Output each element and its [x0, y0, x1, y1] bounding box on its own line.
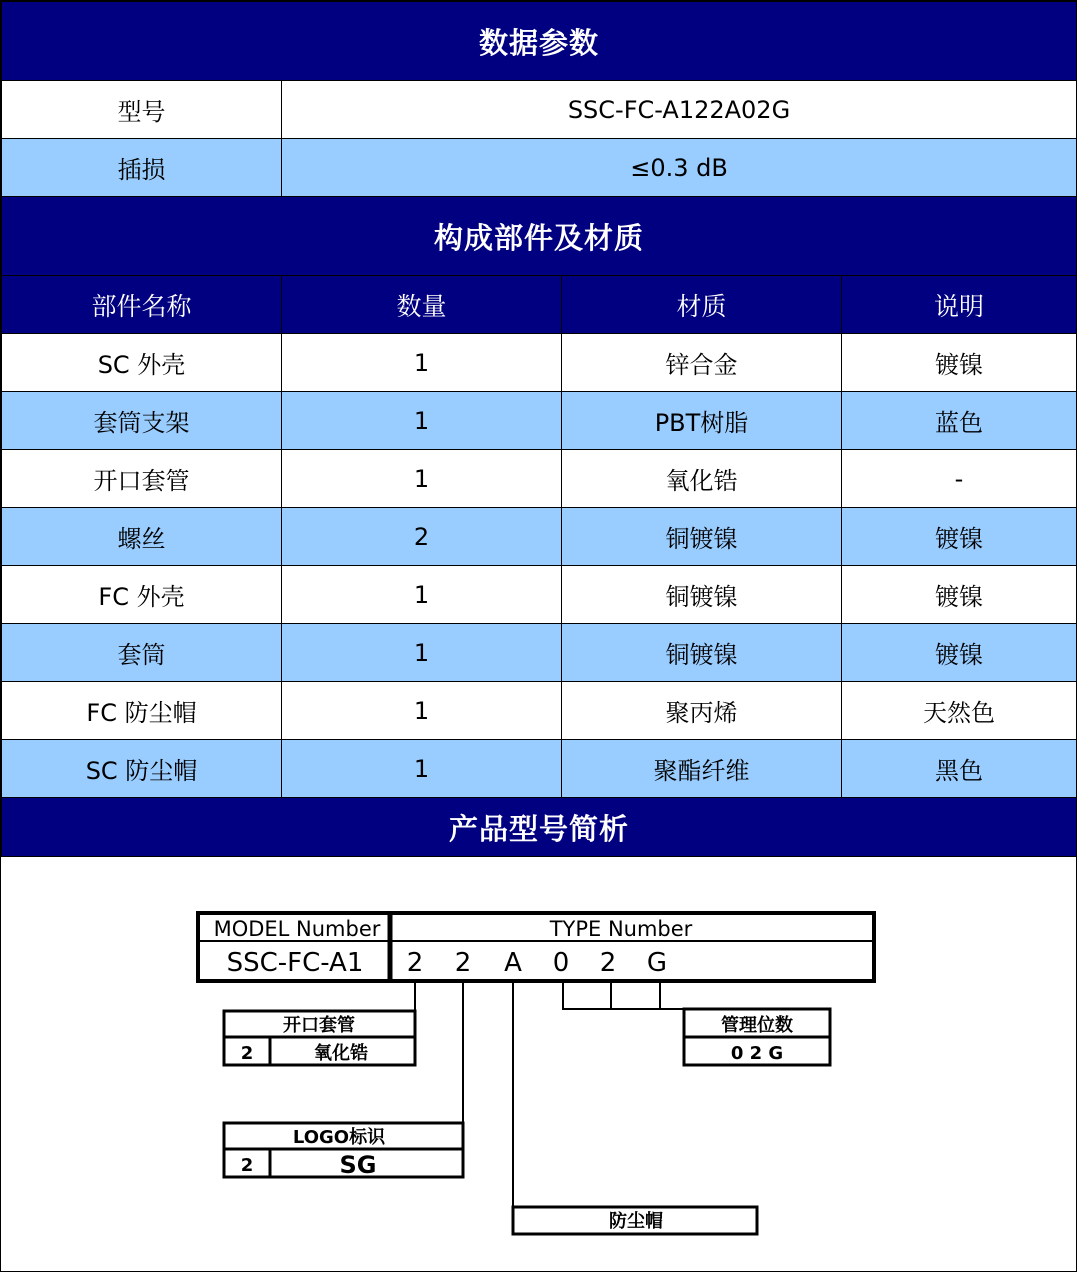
param-row [2, 81, 1077, 139]
component-name: 套筒支架 [2, 392, 282, 450]
section-title: 构成部件及材质 [2, 197, 1077, 276]
sleeve-title: 开口套管 [283, 1015, 355, 1036]
type-char: G [646, 948, 668, 978]
model-number-value: SSC-FC-A1 [226, 948, 364, 978]
component-material: 聚丙烯 [562, 682, 842, 740]
component-row [2, 682, 1077, 740]
component-note: 镀镍 [842, 566, 1077, 624]
component-material: 氧化锆 [562, 450, 842, 508]
component-note: 黑色 [842, 740, 1077, 798]
component-quantity: 2 [282, 508, 562, 566]
type-char: 0 [552, 948, 570, 978]
column-header: 说明 [842, 276, 1077, 334]
section-title: 数据参数 [2, 2, 1077, 81]
management-value: 0 2 G [730, 1043, 784, 1064]
param-value: SSC-FC-A122A02G [282, 81, 1077, 139]
component-name: FC 防尘帽 [2, 682, 282, 740]
component-note: - [842, 450, 1077, 508]
component-row [2, 566, 1077, 624]
component-quantity: 1 [282, 392, 562, 450]
dustcap-title: 防尘帽 [609, 1211, 663, 1232]
component-name: SC 防尘帽 [2, 740, 282, 798]
component-name: FC 外壳 [2, 566, 282, 624]
type-char: 2 [599, 948, 617, 978]
component-name: 套筒 [2, 624, 282, 682]
component-material: 铜镀镍 [562, 508, 842, 566]
model-diagram-svg [1, 870, 1076, 1270]
type-number-label: TYPE Number [549, 917, 693, 941]
param-value: ≤0.3 dB [282, 139, 1077, 197]
component-material: 铜镀镍 [562, 624, 842, 682]
component-note: 蓝色 [842, 392, 1077, 450]
component-row [2, 624, 1077, 682]
component-note: 镀镍 [842, 624, 1077, 682]
component-quantity: 1 [282, 624, 562, 682]
component-row [2, 508, 1077, 566]
component-quantity: 1 [282, 334, 562, 392]
model-number-label: MODEL Number [213, 917, 381, 941]
section-components-header [2, 197, 1077, 276]
param-label: 插损 [2, 139, 282, 197]
logo-title: LOGO标识 [292, 1127, 386, 1148]
component-note: 镀镍 [842, 334, 1077, 392]
column-header: 材质 [562, 276, 842, 334]
component-material: PBT树脂 [562, 392, 842, 450]
component-row [2, 392, 1077, 450]
sleeve-code: 2 [240, 1043, 254, 1064]
component-name: SC 外壳 [2, 334, 282, 392]
column-header: 数量 [282, 276, 562, 334]
column-header: 部件名称 [2, 276, 282, 334]
logo-desc: SG [339, 1151, 377, 1179]
components-column-header [2, 276, 1077, 334]
bracket-line [563, 981, 611, 1009]
component-quantity: 1 [282, 450, 562, 508]
component-material: 聚酯纤维 [562, 740, 842, 798]
component-note: 镀镍 [842, 508, 1077, 566]
model-number-diagram [1, 870, 1076, 1270]
param-label: 型号 [2, 81, 282, 139]
bracket-line [611, 981, 660, 1009]
component-material: 铜镀镍 [562, 566, 842, 624]
component-material: 锌合金 [562, 334, 842, 392]
component-quantity: 1 [282, 682, 562, 740]
param-row [2, 139, 1077, 197]
section-model-header [2, 798, 1077, 857]
sleeve-desc: 氧化锆 [314, 1043, 368, 1064]
component-quantity: 1 [282, 566, 562, 624]
management-title: 管理位数 [721, 1015, 793, 1036]
type-char: A [504, 948, 522, 978]
section-title: 产品型号简析 [2, 798, 1077, 857]
component-note: 天然色 [842, 682, 1077, 740]
component-row [2, 334, 1077, 392]
component-name: 开口套管 [2, 450, 282, 508]
component-row [2, 740, 1077, 798]
logo-code: 2 [240, 1155, 254, 1176]
type-char: 2 [454, 948, 472, 978]
component-quantity: 1 [282, 740, 562, 798]
section-params-header [2, 2, 1077, 81]
component-name: 螺丝 [2, 508, 282, 566]
type-char: 2 [406, 948, 424, 978]
component-row [2, 450, 1077, 508]
spec-table [1, 1, 1077, 857]
